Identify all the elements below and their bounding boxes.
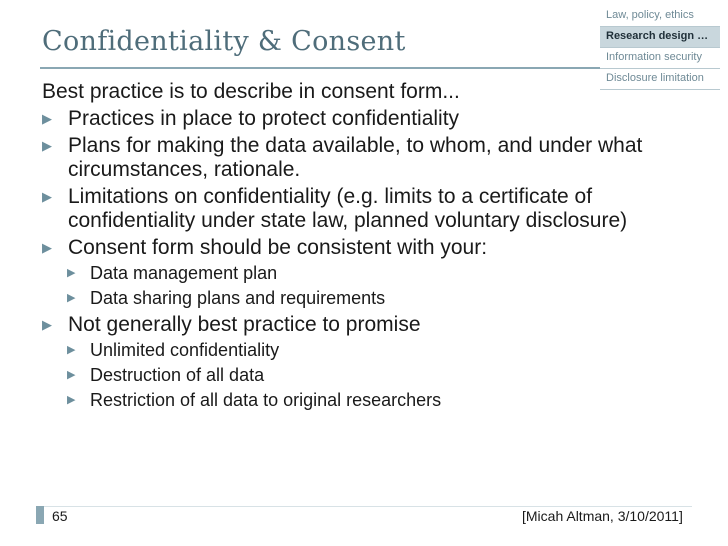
slide-body (42, 80, 682, 415)
sub-bullet-item (42, 365, 682, 386)
bullet-item (42, 236, 682, 260)
sub-bullet-item (42, 263, 682, 284)
sub-bullet-text: Unlimited confidentiality (90, 340, 280, 360)
sub-bullet-item (42, 340, 682, 361)
sub-bullet-text: Restriction of all data to original researchers (90, 390, 442, 410)
nav-item-research-design[interactable]: Research design … (600, 27, 720, 48)
bullet-text: Not generally best practice to promise (68, 313, 421, 336)
bullet-triangle-icon: ▶ (42, 189, 52, 204)
bullet-text: Practices in place to protect confidentiality (68, 107, 460, 130)
nav-item-information-security[interactable]: Information security (600, 48, 720, 69)
bullet-triangle-icon: ▶ (42, 111, 52, 126)
footer-accent-bar (36, 506, 44, 524)
nav-item-disclosure-limitation[interactable]: Disclosure limitation (600, 69, 720, 90)
intro-text: Best practice is to describe in consent form... (42, 80, 460, 103)
slide-title: Confidentiality & Consent (42, 26, 406, 57)
nav-item-law-policy-ethics[interactable]: Law, policy, ethics (600, 6, 720, 27)
sub-bullet-item (42, 390, 682, 411)
bullet-item (42, 185, 682, 233)
bullet-text: Plans for making the data available, to whom, and under what circumstances, rationale. (68, 134, 643, 181)
title-divider (40, 67, 600, 69)
bullet-text: Limitations on confidentiality (e.g. limits to a certificate of confidentiality under state law, planned voluntary disclosure) (68, 185, 628, 232)
bullet-item (42, 134, 682, 182)
bullet-triangle-icon: ▶ (67, 267, 76, 279)
sub-bullet-text: Data sharing plans and requirements (90, 288, 386, 308)
sub-bullet-text: Destruction of all data (90, 365, 265, 385)
bullet-item (42, 313, 682, 337)
section-nav (600, 6, 720, 90)
footer-citation: [Micah Altman, 3/10/2011] (522, 508, 683, 524)
bullet-triangle-icon: ▶ (67, 344, 76, 356)
bullet-triangle-icon: ▶ (42, 138, 52, 153)
sub-bullet-text: Data management plan (90, 263, 278, 283)
bullet-triangle-icon: ▶ (67, 394, 76, 406)
bullet-triangle-icon: ▶ (42, 240, 52, 255)
page-number: 65 (52, 508, 68, 524)
bullet-triangle-icon: ▶ (67, 292, 76, 304)
bullet-text: Consent form should be consistent with your: (68, 236, 488, 259)
bullet-triangle-icon: ▶ (67, 369, 76, 381)
footer-divider (42, 506, 692, 507)
bullet-triangle-icon: ▶ (42, 317, 52, 332)
sub-bullet-item (42, 288, 682, 309)
bullet-item (42, 107, 682, 131)
